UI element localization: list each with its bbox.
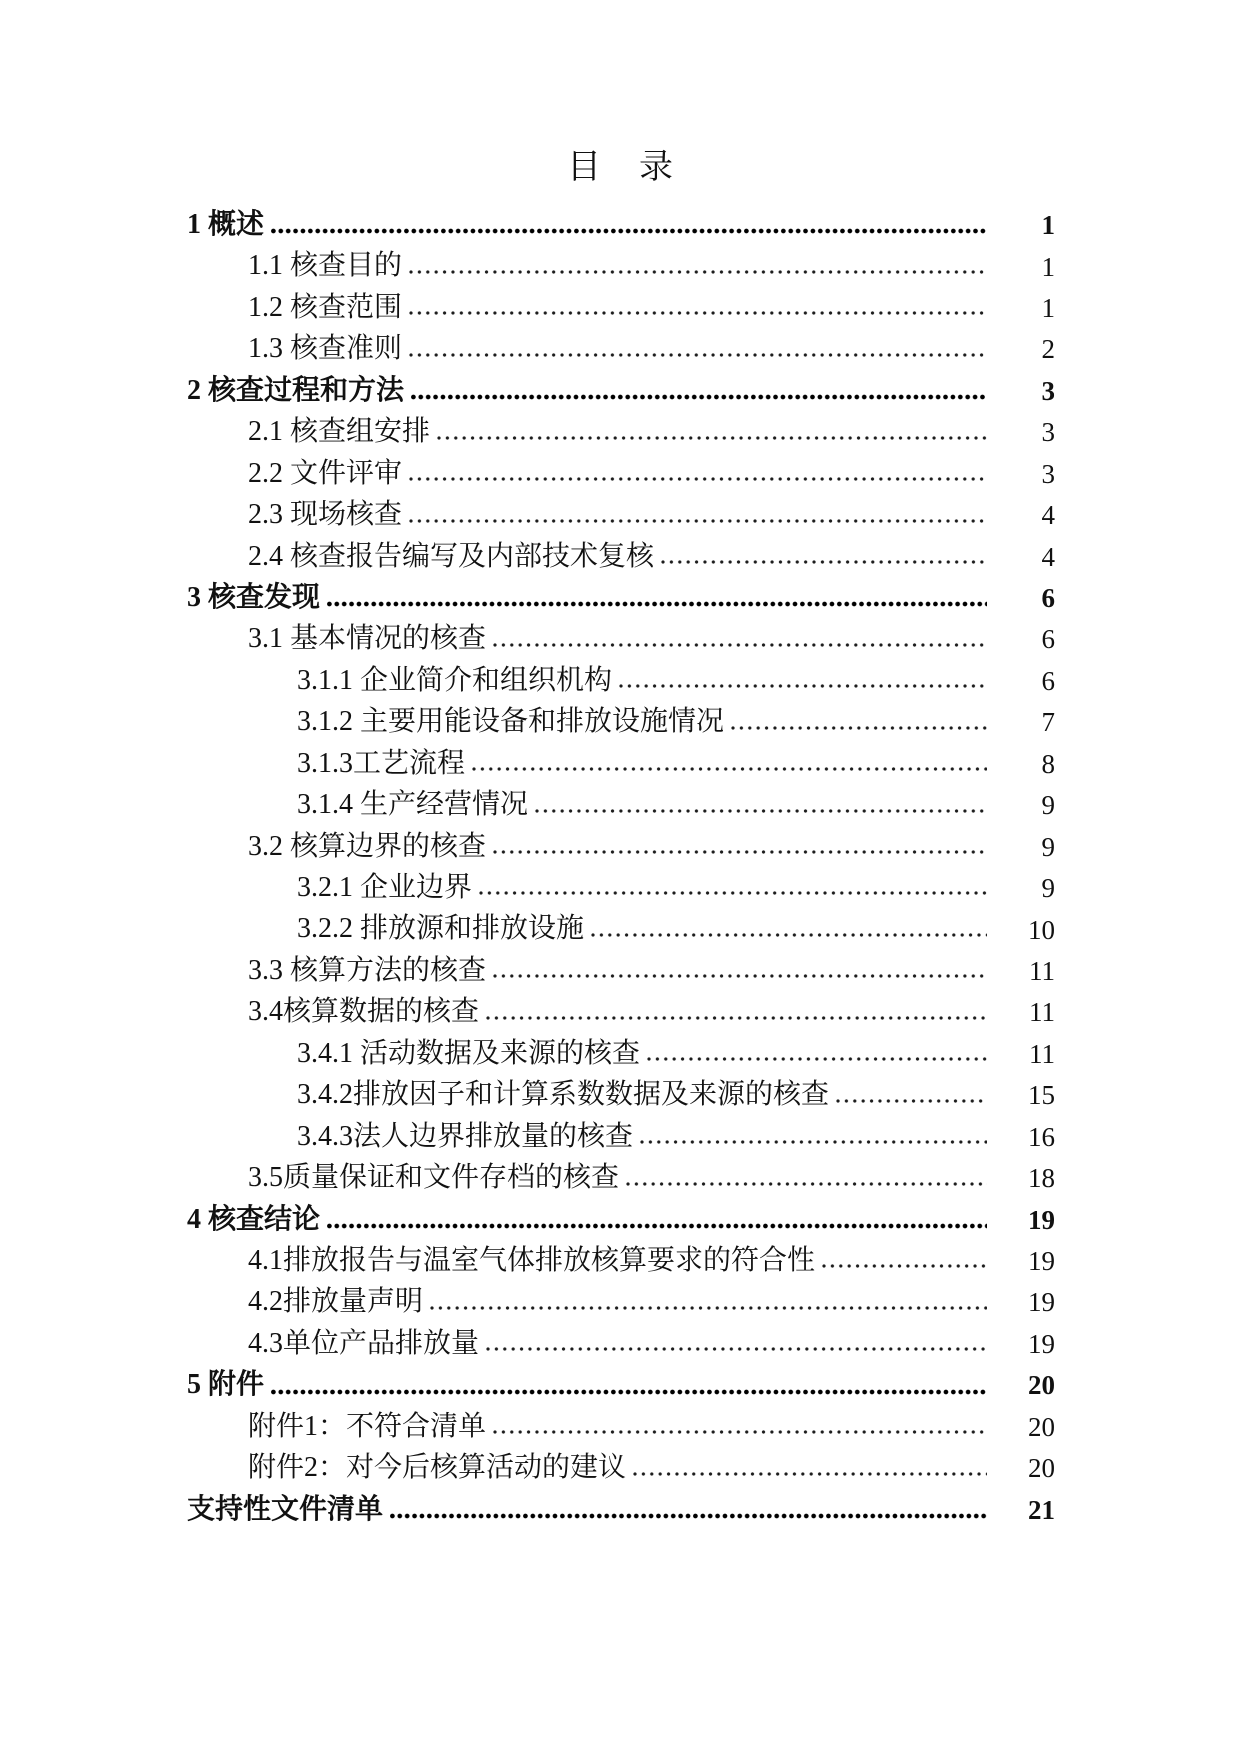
toc-entry-label: 3.3 核算方法的核查 bbox=[248, 954, 487, 986]
dot-leader bbox=[409, 352, 987, 358]
toc-page-number: 9 bbox=[1041, 790, 1055, 821]
toc-entry[interactable] bbox=[187, 1154, 1055, 1195]
toc-entry[interactable] bbox=[187, 284, 1055, 325]
dot-leader bbox=[409, 269, 987, 275]
toc-page-number: 10 bbox=[1028, 914, 1055, 945]
toc-page-number: 9 bbox=[1041, 873, 1055, 904]
toc-entry[interactable] bbox=[187, 1113, 1055, 1154]
dot-leader bbox=[479, 890, 987, 896]
toc-page-number: 6 bbox=[1041, 583, 1055, 614]
toc-page-number: 20 bbox=[1028, 1370, 1055, 1401]
toc-page-number: 3 bbox=[1041, 458, 1055, 489]
toc-entry[interactable] bbox=[187, 450, 1055, 491]
dot-leader bbox=[327, 1223, 987, 1229]
toc-page-number: 7 bbox=[1041, 707, 1055, 738]
toc-page-number: 19 bbox=[1028, 1328, 1055, 1359]
toc-page-number: 3 bbox=[1041, 417, 1055, 448]
dot-leader bbox=[535, 808, 987, 814]
dot-leader bbox=[409, 476, 987, 482]
dot-leader bbox=[472, 766, 987, 772]
toc-list bbox=[187, 201, 1055, 1527]
toc-entry-label: 附件2：对今后核算活动的建议 bbox=[248, 1452, 627, 1484]
toc-entry[interactable] bbox=[187, 1320, 1055, 1361]
toc-page-number: 11 bbox=[1029, 997, 1055, 1028]
toc-entry-label: 3.1 基本情况的核查 bbox=[248, 623, 487, 655]
dot-leader bbox=[271, 228, 987, 234]
toc-entry-label: 3.2 核算边界的核查 bbox=[248, 830, 487, 862]
dot-leader bbox=[822, 1263, 987, 1269]
dot-leader bbox=[619, 683, 987, 689]
toc-entry[interactable] bbox=[187, 1444, 1055, 1485]
toc-entry-label: 2 核查过程和方法 bbox=[187, 374, 405, 406]
toc-page-number: 9 bbox=[1041, 831, 1055, 862]
toc-entry[interactable] bbox=[187, 740, 1055, 781]
dot-leader bbox=[647, 1056, 987, 1062]
toc-page-number: 1 bbox=[1041, 251, 1055, 282]
toc-entry-label: 2.2 文件评审 bbox=[248, 457, 403, 489]
toc-page-number: 1 bbox=[1041, 210, 1055, 241]
dot-leader bbox=[493, 849, 987, 855]
toc-entry-label: 3.4.3法人边界排放量的核查 bbox=[297, 1120, 634, 1152]
dot-leader bbox=[390, 1513, 987, 1519]
toc-entry-label: 附件1：不符合清单 bbox=[248, 1410, 487, 1442]
toc-entry[interactable] bbox=[187, 1278, 1055, 1319]
dot-leader bbox=[836, 1098, 987, 1104]
toc-entry[interactable] bbox=[187, 491, 1055, 532]
toc-page-number: 19 bbox=[1028, 1204, 1055, 1235]
toc-entry-label: 1.3 核查准则 bbox=[248, 333, 403, 365]
toc-page-number: 19 bbox=[1028, 1246, 1055, 1277]
dot-leader bbox=[486, 1015, 987, 1021]
dot-leader bbox=[661, 559, 987, 565]
dot-leader bbox=[327, 601, 987, 607]
toc-entry-label: 3.2.1 企业边界 bbox=[297, 872, 473, 904]
toc-entry-label: 4.3单位产品排放量 bbox=[248, 1327, 480, 1359]
dot-leader bbox=[640, 1139, 987, 1145]
toc-entry-label: 3.2.2 排放源和排放设施 bbox=[297, 913, 585, 945]
toc-entry[interactable] bbox=[187, 367, 1055, 408]
dot-leader bbox=[271, 1389, 987, 1395]
toc-title: 目 录 bbox=[567, 149, 675, 186]
toc-entry[interactable] bbox=[187, 1486, 1055, 1527]
toc-entry[interactable] bbox=[187, 864, 1055, 905]
toc-entry[interactable] bbox=[187, 1237, 1055, 1278]
toc-entry-label: 3.4.2排放因子和计算系数数据及来源的核查 bbox=[297, 1079, 830, 1111]
toc-entry-label: 3.1.4 生产经营情况 bbox=[297, 789, 529, 821]
toc-entry[interactable] bbox=[187, 988, 1055, 1029]
toc-entry-label: 2.1 核查组安排 bbox=[248, 416, 431, 448]
toc-entry[interactable] bbox=[187, 408, 1055, 449]
toc-page-number: 8 bbox=[1041, 748, 1055, 779]
toc-entry-label: 5 附件 bbox=[187, 1369, 265, 1401]
toc-page-number: 6 bbox=[1041, 624, 1055, 655]
toc-entry[interactable] bbox=[187, 201, 1055, 242]
toc-page-number: 4 bbox=[1041, 541, 1055, 572]
toc-page-number: 15 bbox=[1028, 1080, 1055, 1111]
toc-entry[interactable] bbox=[187, 781, 1055, 822]
toc-entry-label: 3.1.1 企业简介和组织机构 bbox=[297, 664, 613, 696]
toc-entry-label: 4.1排放报告与温室气体排放核算要求的符合性 bbox=[248, 1244, 816, 1276]
toc-entry[interactable] bbox=[187, 574, 1055, 615]
toc-entry[interactable] bbox=[187, 947, 1055, 988]
dot-leader bbox=[409, 518, 987, 524]
toc-page-number: 16 bbox=[1028, 1121, 1055, 1152]
toc-entry-label: 2.3 现场核查 bbox=[248, 499, 403, 531]
toc-entry[interactable] bbox=[187, 325, 1055, 366]
toc-entry[interactable] bbox=[187, 905, 1055, 946]
toc-entry-label: 3.1.2 主要用能设备和排放设施情况 bbox=[297, 706, 725, 738]
toc-entry-label: 3.1.3工艺流程 bbox=[297, 747, 466, 779]
dot-leader bbox=[626, 1181, 987, 1187]
toc-page-number: 11 bbox=[1029, 1038, 1055, 1069]
toc-entry-label: 3 核查发现 bbox=[187, 581, 321, 613]
dot-leader bbox=[486, 1346, 987, 1352]
toc-entry-label: 1 概述 bbox=[187, 209, 265, 241]
dot-leader bbox=[591, 932, 987, 938]
toc-entry-label: 1.1 核查目的 bbox=[248, 250, 403, 282]
toc-entry[interactable] bbox=[187, 823, 1055, 864]
dot-leader bbox=[437, 435, 987, 441]
toc-entry[interactable] bbox=[187, 657, 1055, 698]
toc-page-number: 6 bbox=[1041, 665, 1055, 696]
toc-entry-label: 2.4 核查报告编写及内部技术复核 bbox=[248, 540, 655, 572]
toc-page-number: 1 bbox=[1041, 292, 1055, 323]
toc-entry[interactable] bbox=[187, 615, 1055, 656]
toc-page-number: 2 bbox=[1041, 334, 1055, 365]
toc-page-number: 3 bbox=[1041, 375, 1055, 406]
dot-leader bbox=[493, 1429, 987, 1435]
toc-entry[interactable] bbox=[187, 242, 1055, 283]
dot-leader bbox=[430, 1305, 987, 1311]
toc-entry-label: 4.2排放量声明 bbox=[248, 1286, 424, 1318]
dot-leader bbox=[731, 725, 987, 731]
toc-entry-label: 1.2 核查范围 bbox=[248, 291, 403, 323]
toc-entry[interactable] bbox=[187, 1071, 1055, 1112]
toc-entry[interactable] bbox=[187, 1403, 1055, 1444]
toc-page-number: 11 bbox=[1029, 955, 1055, 986]
toc-entry[interactable] bbox=[187, 698, 1055, 739]
dot-leader bbox=[409, 310, 987, 316]
toc-page-number: 20 bbox=[1028, 1453, 1055, 1484]
toc-page-number: 4 bbox=[1041, 500, 1055, 531]
dot-leader bbox=[493, 973, 987, 979]
toc-entry[interactable] bbox=[187, 1030, 1055, 1071]
toc-entry[interactable] bbox=[187, 533, 1055, 574]
toc-page-number: 20 bbox=[1028, 1411, 1055, 1442]
toc-entry[interactable] bbox=[187, 1361, 1055, 1402]
dot-leader bbox=[411, 394, 987, 400]
toc-page-number: 19 bbox=[1028, 1287, 1055, 1318]
toc-entry-label: 支持性文件清单 bbox=[187, 1493, 384, 1525]
toc-page-number: 21 bbox=[1028, 1494, 1055, 1525]
toc-entry[interactable] bbox=[187, 1196, 1055, 1237]
dot-leader bbox=[633, 1471, 987, 1477]
toc-entry-label: 3.4核算数据的核查 bbox=[248, 996, 480, 1028]
dot-leader bbox=[493, 642, 987, 648]
toc-entry-label: 4 核查结论 bbox=[187, 1203, 321, 1235]
toc-entry-label: 3.5质量保证和文件存档的核查 bbox=[248, 1162, 620, 1194]
toc-entry-label: 3.4.1 活动数据及来源的核查 bbox=[297, 1037, 641, 1069]
toc-page-number: 18 bbox=[1028, 1163, 1055, 1194]
